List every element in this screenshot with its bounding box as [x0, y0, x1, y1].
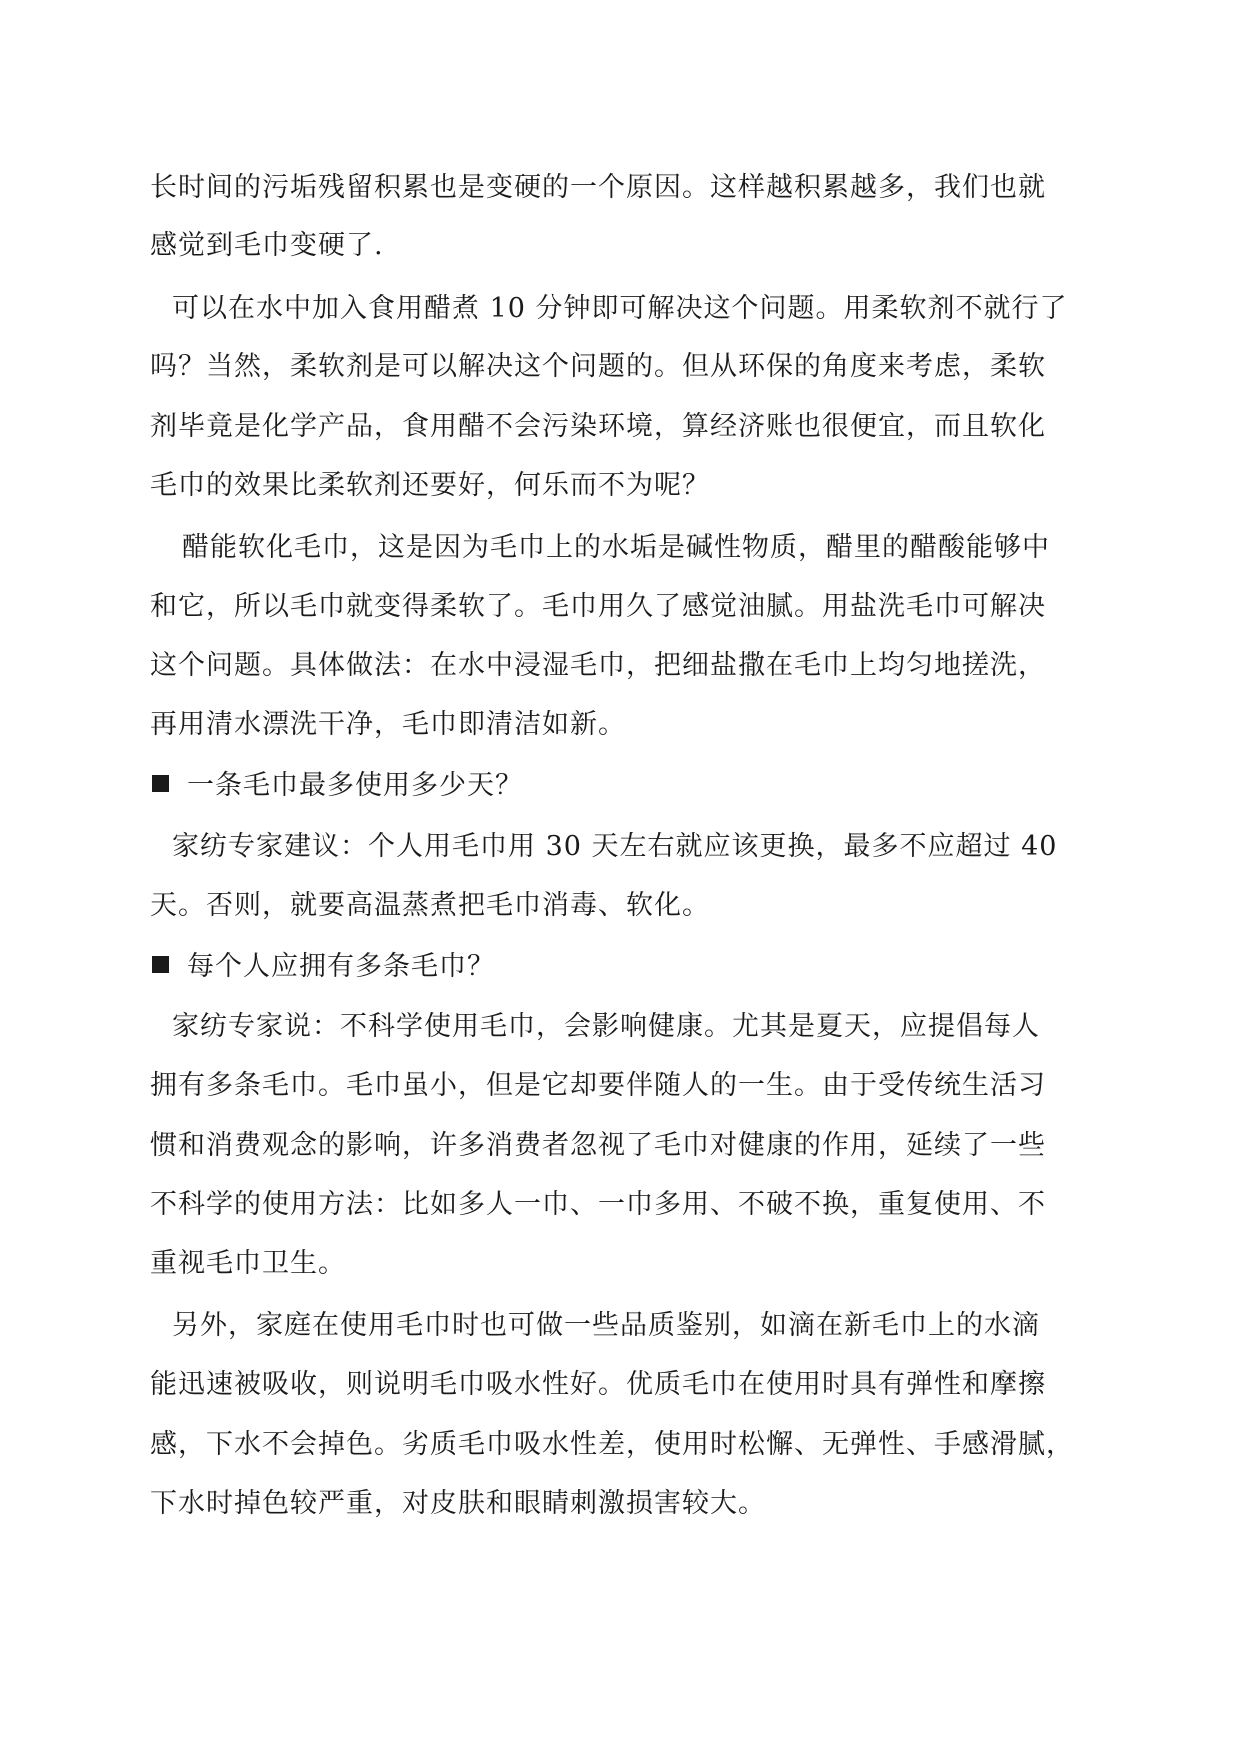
paragraph-line: 下水时掉色较严重，对皮肤和眼睛刺激损害较大。	[150, 1488, 766, 1519]
paragraph-line: 和它，所以毛巾就变得柔软了。毛巾用久了感觉油腻。用盐洗毛巾可解决	[150, 591, 1046, 622]
paragraph-line: 吗？当然，柔软剂是可以解决这个问题的。但从环保的角度来考虑，柔软	[150, 351, 1046, 382]
heading-text: 每个人应拥有多条毛巾？	[187, 951, 495, 982]
paragraph-line: 能迅速被吸收，则说明毛巾吸水性好。优质毛巾在使用时具有弹性和摩擦	[150, 1369, 1046, 1400]
paragraph-line: 不科学的使用方法：比如多人一巾、一巾多用、不破不换，重复使用、不	[150, 1189, 1046, 1220]
paragraph-line: 可以在水中加入食用醋煮 10 分钟即可解决这个问题。用柔软剂不就行了	[172, 293, 1068, 324]
paragraph-line: 感，下水不会掉色。劣质毛巾吸水性差，使用时松懈、无弹性、手感滑腻，	[150, 1429, 1074, 1460]
square-bullet-icon	[152, 775, 169, 792]
square-bullet-icon	[152, 956, 169, 973]
paragraph-line: 感觉到毛巾变硬了.	[150, 230, 384, 261]
paragraph-line: 醋能软化毛巾，这是因为毛巾上的水垢是碱性物质，醋里的醋酸能够中	[182, 532, 1050, 563]
heading-text: 一条毛巾最多使用多少天？	[187, 770, 523, 801]
paragraph-line: 再用清水漂洗干净，毛巾即清洁如新。	[150, 709, 626, 740]
paragraph-line: 这个问题。具体做法：在水中浸湿毛巾，把细盐撒在毛巾上均匀地搓洗，	[150, 650, 1046, 681]
paragraph-line: 家纺专家建议：个人用毛巾用 30 天左右就应该更换，最多不应超过 40	[172, 831, 1058, 862]
paragraph-line: 天。否则，就要高温蒸煮把毛巾消毒、软化。	[150, 890, 710, 921]
paragraph-line: 另外，家庭在使用毛巾时也可做一些品质鉴别，如滴在新毛巾上的水滴	[172, 1310, 1040, 1341]
section-heading	[152, 949, 1092, 985]
paragraph-line: 重视毛巾卫生。	[150, 1248, 346, 1279]
paragraph-line: 剂毕竟是化学产品，食用醋不会污染环境，算经济账也很便宜，而且软化	[150, 411, 1046, 442]
paragraph-line: 惯和消费观念的影响，许多消费者忽视了毛巾对健康的作用，延续了一些	[150, 1130, 1046, 1161]
paragraph-line: 长时间的污垢残留积累也是变硬的一个原因。这样越积累越多，我们也就	[150, 172, 1046, 203]
paragraph-line: 家纺专家说：不科学使用毛巾，会影响健康。尤其是夏天，应提倡每人	[172, 1011, 1040, 1042]
section-heading	[152, 768, 1092, 804]
paragraph-line: 拥有多条毛巾。毛巾虽小，但是它却要伴随人的一生。由于受传统生活习	[150, 1070, 1046, 1101]
paragraph-line: 毛巾的效果比柔软剂还要好，何乐而不为呢？	[150, 470, 710, 501]
